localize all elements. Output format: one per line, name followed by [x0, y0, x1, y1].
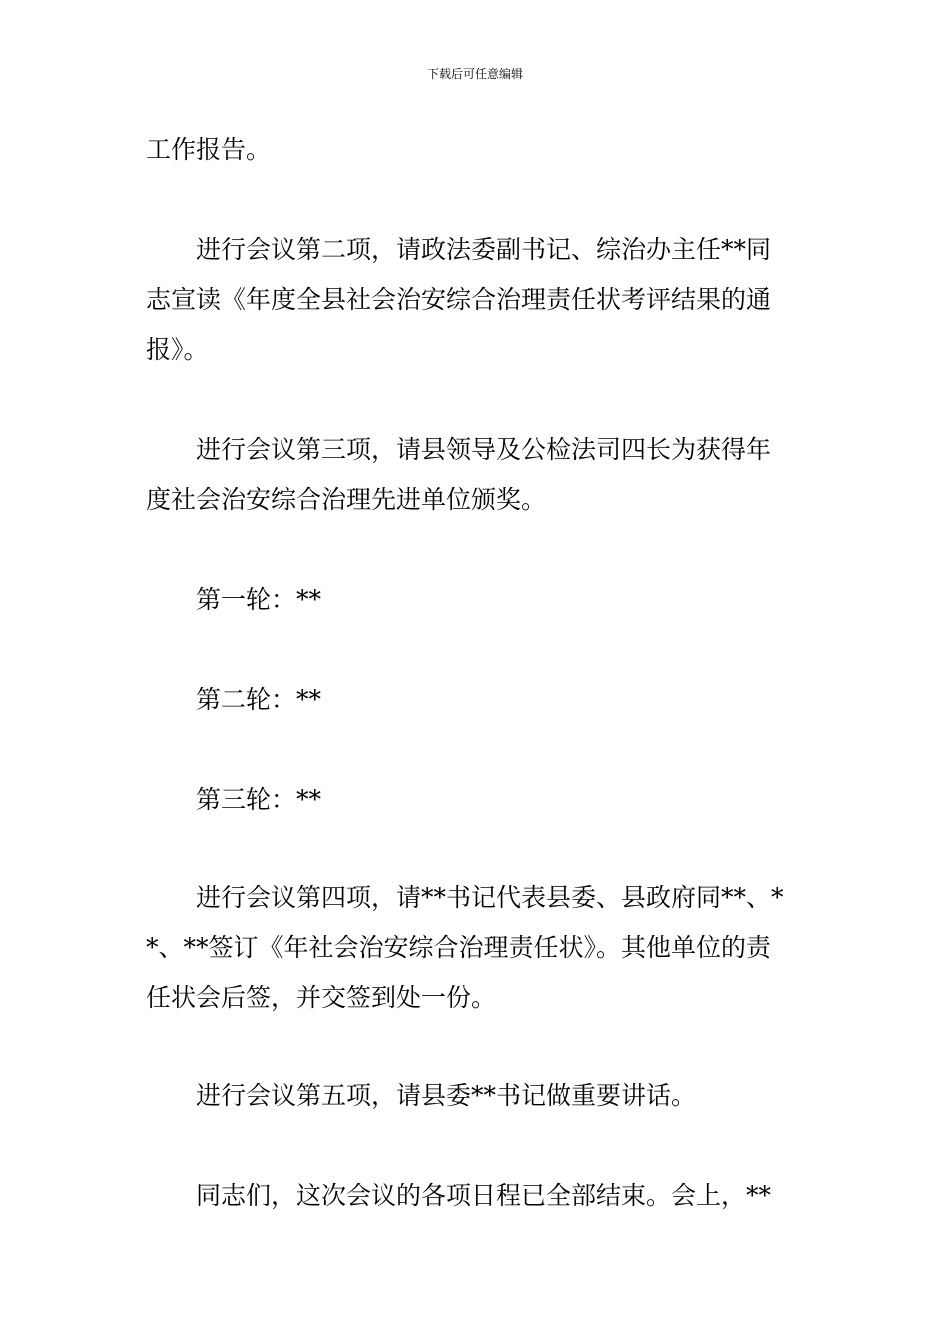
text-line: 工作报告。: [146, 135, 272, 164]
text-line: *、**签订《年社会治安综合治理责任状》。其他单位的责: [146, 933, 772, 962]
page-header: 下载后可任意编辑: [426, 67, 523, 81]
paragraph-first-line: 进行会议第四项，请**书记代表县委、县政府同**、*: [196, 883, 784, 912]
paragraph-first-line: 进行会议第五项，请县委**书记做重要讲话。: [196, 1081, 697, 1110]
round-two-line: 第二轮：**: [196, 685, 322, 714]
text-line: 报》。: [146, 335, 209, 364]
paragraph-first-line: 进行会议第三项，请县领导及公检法司四长为获得年: [196, 435, 772, 464]
paragraph-first-line: 进行会议第二项，请政法委副书记、综治办主任**同: [196, 235, 772, 264]
round-one-line: 第一轮：**: [196, 585, 322, 614]
text-line: 度社会治安综合治理先进单位颁奖。: [146, 485, 547, 514]
paragraph-first-line: 同志们，这次会议的各项日程已全部结束。会上，**: [196, 1181, 772, 1210]
round-three-line: 第三轮：**: [196, 785, 322, 814]
text-line: 任状会后签，并交签到处一份。: [146, 983, 497, 1012]
text-line: 志宣读《年度全县社会治安综合治理责任状考评结果的通: [146, 285, 772, 314]
